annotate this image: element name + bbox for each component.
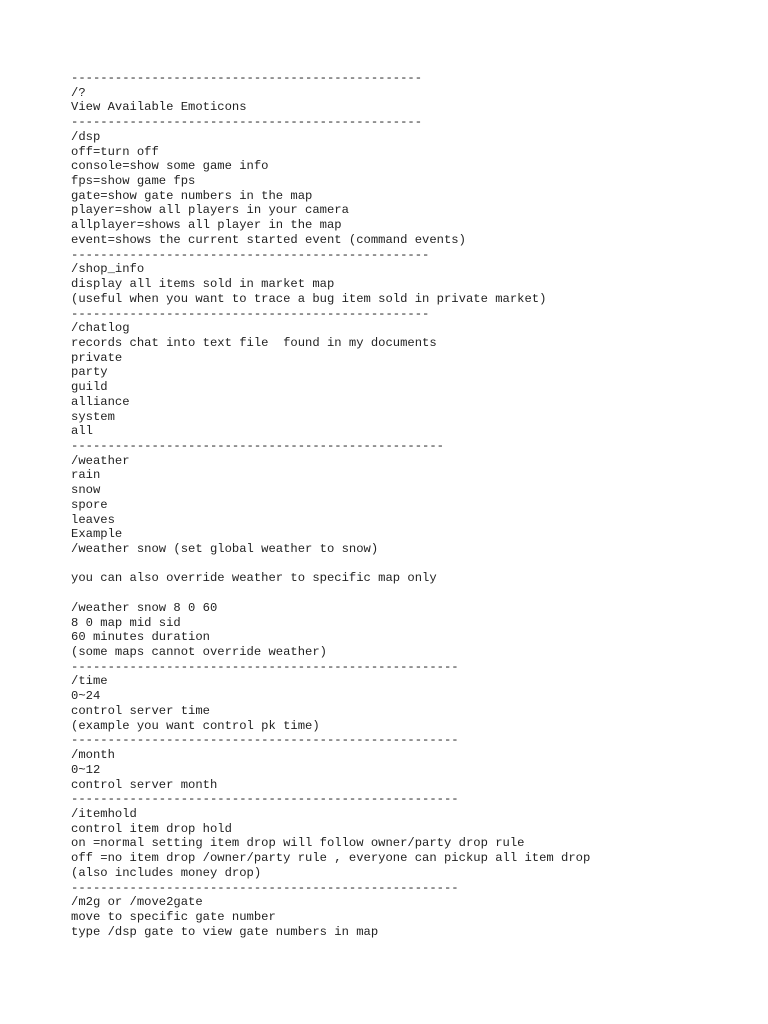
separator-line: ----------------------------------------------------- xyxy=(71,659,459,674)
text-line: 60 minutes duration xyxy=(71,630,210,645)
separator-line: ------------------------------------------------ xyxy=(71,71,423,85)
text-line: records chat into text file found in my documents xyxy=(71,335,437,350)
text-line: (example you want control pk time) xyxy=(71,718,320,733)
text-line: (some maps cannot override weather) xyxy=(71,645,327,660)
command-line: /weather xyxy=(71,453,130,468)
text-line: private xyxy=(71,350,123,365)
text-line: allplayer=shows all player in the map xyxy=(71,218,342,233)
text-line: snow xyxy=(71,483,101,498)
separator-line: ------------------------------------------------- xyxy=(71,306,430,321)
text-line: console=show some game info xyxy=(71,159,269,174)
text-line: on =normal setting item drop will follow owner/party drop rule xyxy=(71,836,525,851)
text-line: rain xyxy=(71,468,101,483)
text-line: guild xyxy=(71,380,108,395)
text-line: spore xyxy=(71,497,108,512)
blank-line xyxy=(71,557,751,572)
text-line: control server time xyxy=(71,703,210,718)
text-line: move to specific gate number xyxy=(71,909,276,924)
document-text xyxy=(71,71,751,939)
text-line: control server month xyxy=(71,777,218,792)
text-line: type /dsp gate to view gate numbers in map xyxy=(71,924,379,939)
command-line: /weather snow (set global weather to snow) xyxy=(71,542,379,556)
text-line: View Available Emoticons xyxy=(71,100,247,115)
command-line: /m2g or /move2gate xyxy=(71,895,203,910)
text-line: display all items sold in market map xyxy=(71,277,335,292)
command-line: /month xyxy=(71,748,115,763)
text-line: 0~12 xyxy=(71,762,101,777)
command-line: /shop_info xyxy=(71,262,145,277)
text-line: off =no item drop /owner/party rule , everyone can pickup all item drop xyxy=(71,851,591,866)
separator-line: ----------------------------------------------------- xyxy=(71,733,459,748)
command-line: /weather snow 8 0 60 xyxy=(71,600,218,615)
command-line: /dsp xyxy=(71,129,101,144)
command-line: /? xyxy=(71,85,86,100)
command-line: /itemhold xyxy=(71,806,137,821)
blank-line xyxy=(71,586,751,601)
text-line: (also includes money drop) xyxy=(71,865,262,880)
separator-line: ------------------------------------------------ xyxy=(71,115,423,130)
text-line: 0~24 xyxy=(71,689,101,704)
text-line: gate=show gate numbers in the map xyxy=(71,188,313,203)
text-line: control item drop hold xyxy=(71,821,232,836)
text-line: player=show all players in your camera xyxy=(71,203,349,218)
text-line: (useful when you want to trace a bug item sold in private market) xyxy=(71,291,547,306)
separator-line: ----------------------------------------------------- xyxy=(71,792,459,807)
text-line: 8 0 map mid sid xyxy=(71,615,181,630)
command-line: /time xyxy=(71,674,108,689)
text-line: you can also override weather to specific map only xyxy=(71,571,437,586)
text-line: fps=show game fps xyxy=(71,174,196,189)
separator-line: ------------------------------------------------- xyxy=(71,247,430,262)
text-line: event=shows the current started event (command events) xyxy=(71,232,466,247)
text-line: system xyxy=(71,409,115,424)
text-line: Example xyxy=(71,527,123,542)
text-line: alliance xyxy=(71,394,130,409)
text-line: off=turn off xyxy=(71,144,159,159)
separator-line: --------------------------------------------------- xyxy=(71,438,444,453)
text-line: all xyxy=(71,424,93,439)
separator-line: ----------------------------------------------------- xyxy=(71,880,459,895)
text-line: party xyxy=(71,365,108,380)
text-line: leaves xyxy=(71,512,115,527)
command-line: /chatlog xyxy=(71,321,130,336)
